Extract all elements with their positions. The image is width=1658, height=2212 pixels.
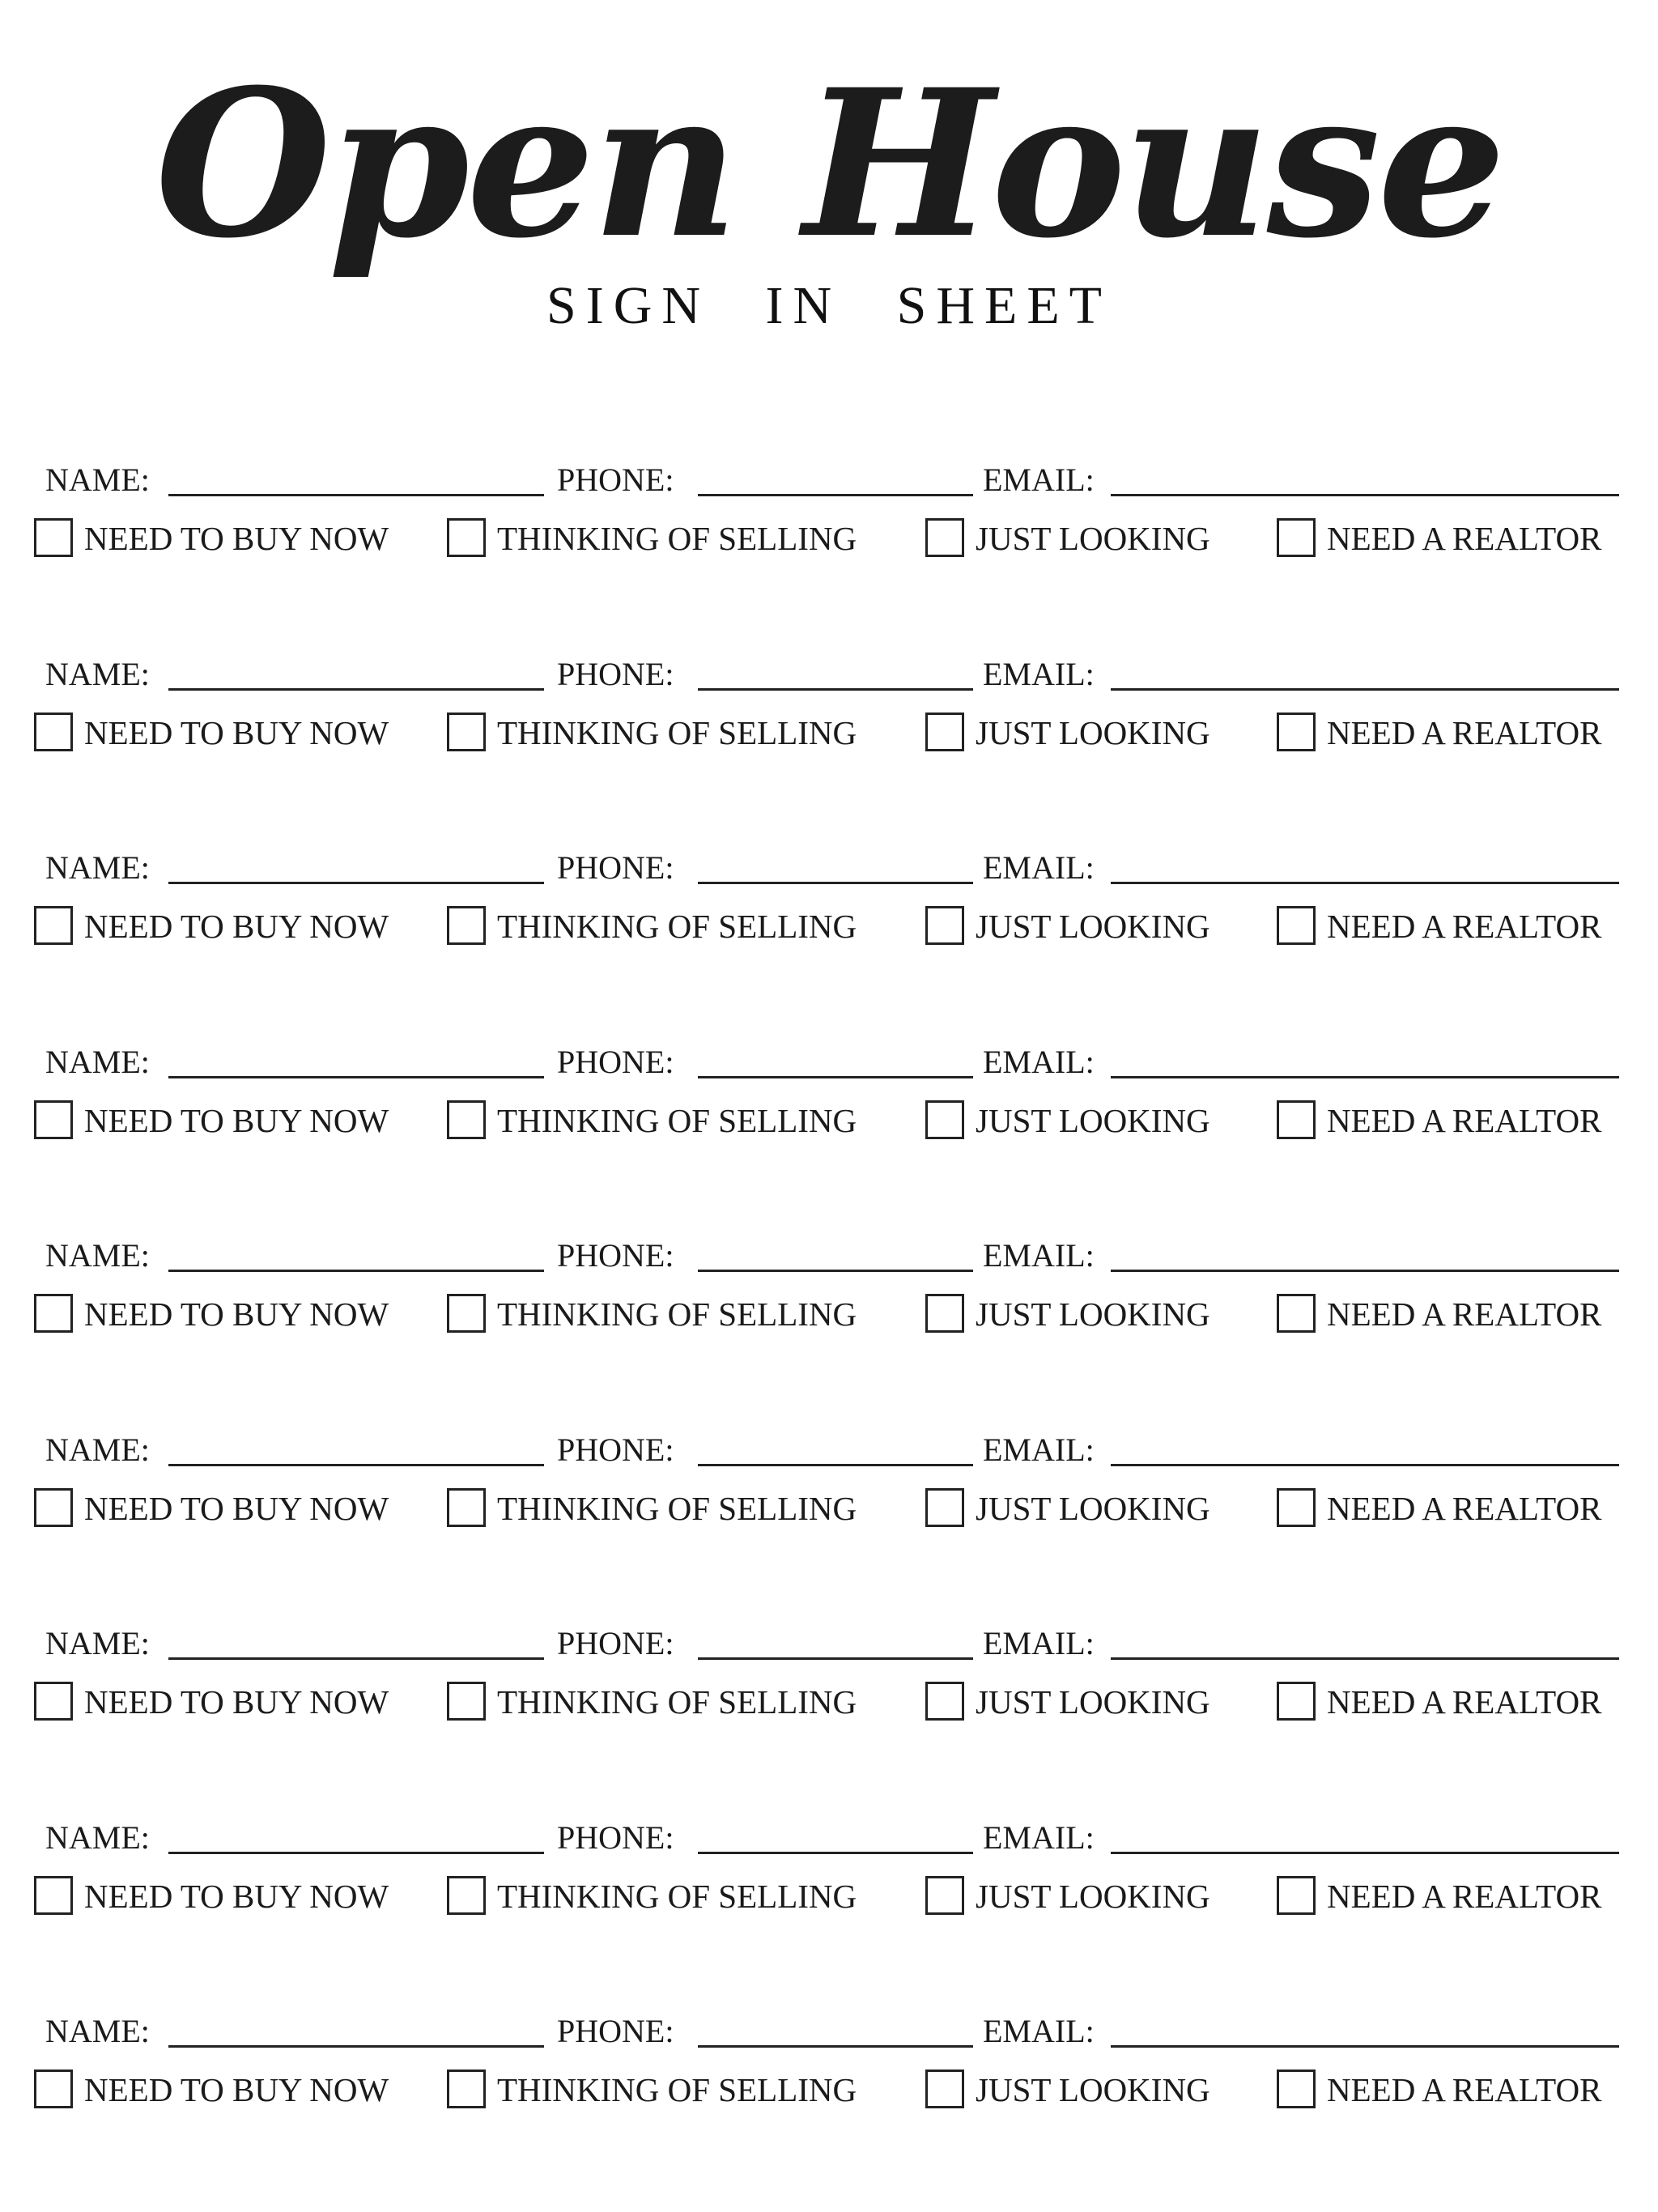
checkbox-thinking-of-selling[interactable] <box>447 1294 486 1333</box>
email-label: EMAIL: <box>983 1625 1095 1661</box>
contact-fields-row <box>0 2011 1658 2060</box>
email-write-line[interactable] <box>1111 1657 1619 1660</box>
email-label: EMAIL: <box>983 1819 1095 1856</box>
option-label: JUST LOOKING <box>976 908 1210 945</box>
name-write-line[interactable] <box>168 1657 544 1660</box>
contact-fields-row <box>0 460 1658 508</box>
checkbox-just-looking[interactable] <box>925 2069 964 2108</box>
email-label: EMAIL: <box>983 1043 1095 1080</box>
checkbox-need-a-realtor[interactable] <box>1277 1100 1316 1139</box>
sign-in-sheet-subtitle: SIGN IN SHEET <box>546 276 1112 335</box>
email-write-line[interactable] <box>1111 1852 1619 1854</box>
option-label: NEED TO BUY NOW <box>84 1683 389 1721</box>
sign-in-entry <box>0 1042 1658 1172</box>
name-write-line[interactable] <box>168 1852 544 1854</box>
option-label: JUST LOOKING <box>976 713 1210 751</box>
sign-in-entry <box>0 1430 1658 1559</box>
phone-label: PHONE: <box>557 849 674 886</box>
email-write-line[interactable] <box>1111 1464 1619 1466</box>
checkbox-need-a-realtor[interactable] <box>1277 2069 1316 2108</box>
name-write-line[interactable] <box>168 494 544 496</box>
checkbox-need-to-buy-now[interactable] <box>34 1876 73 1915</box>
name-write-line[interactable] <box>168 1076 544 1078</box>
name-label: NAME: <box>45 1043 150 1080</box>
email-label: EMAIL: <box>983 1237 1095 1274</box>
phone-write-line[interactable] <box>698 688 973 691</box>
option-label: NEED TO BUY NOW <box>84 520 389 557</box>
option-label: NEED A REALTOR <box>1327 1489 1602 1527</box>
checkbox-just-looking[interactable] <box>925 906 964 945</box>
checkbox-just-looking[interactable] <box>925 1488 964 1527</box>
name-label: NAME: <box>45 1431 150 1468</box>
checkbox-just-looking[interactable] <box>925 1294 964 1333</box>
name-label: NAME: <box>45 462 150 498</box>
option-label: NEED A REALTOR <box>1327 713 1602 751</box>
option-label: NEED A REALTOR <box>1327 2071 1602 2108</box>
interest-options-row <box>0 515 1658 564</box>
email-write-line[interactable] <box>1111 688 1619 691</box>
interest-options-row <box>0 2066 1658 2115</box>
interest-options-row <box>0 1291 1658 1339</box>
option-label: NEED TO BUY NOW <box>84 1101 389 1139</box>
checkbox-thinking-of-selling[interactable] <box>447 1100 486 1139</box>
phone-label: PHONE: <box>557 1819 674 1856</box>
script-title-text: Open House <box>155 45 1503 283</box>
option-label: NEED A REALTOR <box>1327 1683 1602 1721</box>
email-write-line[interactable] <box>1111 1270 1619 1272</box>
option-label: THINKING OF SELLING <box>497 520 857 557</box>
checkbox-thinking-of-selling[interactable] <box>447 906 486 945</box>
contact-fields-row <box>0 848 1658 896</box>
name-write-line[interactable] <box>168 1270 544 1272</box>
interest-options-row <box>0 1873 1658 1921</box>
interest-options-row <box>0 709 1658 758</box>
phone-write-line[interactable] <box>698 1852 973 1854</box>
sign-in-entry <box>0 848 1658 977</box>
option-label: NEED A REALTOR <box>1327 1877 1602 1915</box>
option-label: THINKING OF SELLING <box>497 1877 857 1915</box>
contact-fields-row <box>0 1236 1658 1284</box>
email-label: EMAIL: <box>983 849 1095 886</box>
phone-label: PHONE: <box>557 462 674 498</box>
sign-in-entry <box>0 1236 1658 1365</box>
option-label: JUST LOOKING <box>976 2071 1210 2108</box>
phone-label: PHONE: <box>557 1043 674 1080</box>
option-label: NEED A REALTOR <box>1327 520 1602 557</box>
checkbox-need-to-buy-now[interactable] <box>34 1100 73 1139</box>
option-label: THINKING OF SELLING <box>497 908 857 945</box>
checkbox-need-to-buy-now[interactable] <box>34 1488 73 1527</box>
name-write-line[interactable] <box>168 1464 544 1466</box>
interest-options-row <box>0 1097 1658 1146</box>
sign-in-entry <box>0 460 1658 589</box>
checkbox-need-to-buy-now[interactable] <box>34 1294 73 1333</box>
phone-label: PHONE: <box>557 2013 674 2049</box>
phone-label: PHONE: <box>557 1625 674 1661</box>
phone-label: PHONE: <box>557 655 674 692</box>
option-label: NEED TO BUY NOW <box>84 908 389 945</box>
checkbox-need-a-realtor[interactable] <box>1277 518 1316 557</box>
phone-label: PHONE: <box>557 1237 674 1274</box>
contact-fields-row <box>0 1430 1658 1478</box>
checkbox-thinking-of-selling[interactable] <box>447 518 486 557</box>
option-label: JUST LOOKING <box>976 1489 1210 1527</box>
option-label: THINKING OF SELLING <box>497 1489 857 1527</box>
email-write-line[interactable] <box>1111 2045 1619 2048</box>
checkbox-need-a-realtor[interactable] <box>1277 713 1316 751</box>
checkbox-need-a-realtor[interactable] <box>1277 1488 1316 1527</box>
name-label: NAME: <box>45 2013 150 2049</box>
option-label: NEED TO BUY NOW <box>84 1877 389 1915</box>
interest-options-row <box>0 1678 1658 1727</box>
phone-label: PHONE: <box>557 1431 674 1468</box>
email-write-line[interactable] <box>1111 882 1619 884</box>
checkbox-just-looking[interactable] <box>925 1876 964 1915</box>
checkbox-just-looking[interactable] <box>925 713 964 751</box>
checkbox-need-a-realtor[interactable] <box>1277 906 1316 945</box>
name-label: NAME: <box>45 1819 150 1856</box>
phone-write-line[interactable] <box>698 2045 973 2048</box>
name-label: NAME: <box>45 655 150 692</box>
option-label: NEED A REALTOR <box>1327 908 1602 945</box>
checkbox-need-to-buy-now[interactable] <box>34 2069 73 2108</box>
option-label: JUST LOOKING <box>976 520 1210 557</box>
email-write-line[interactable] <box>1111 1076 1619 1078</box>
email-write-line[interactable] <box>1111 494 1619 496</box>
checkbox-just-looking[interactable] <box>925 1100 964 1139</box>
name-label: NAME: <box>45 1237 150 1274</box>
option-label: THINKING OF SELLING <box>497 2071 857 2108</box>
checkbox-need-to-buy-now[interactable] <box>34 906 73 945</box>
email-label: EMAIL: <box>983 462 1095 498</box>
checkbox-thinking-of-selling[interactable] <box>447 1682 486 1721</box>
sign-in-entry <box>0 1623 1658 1753</box>
name-label: NAME: <box>45 849 150 886</box>
checkbox-need-a-realtor[interactable] <box>1277 1294 1316 1333</box>
option-label: JUST LOOKING <box>976 1101 1210 1139</box>
email-label: EMAIL: <box>983 655 1095 692</box>
checkbox-thinking-of-selling[interactable] <box>447 1488 486 1527</box>
name-write-line[interactable] <box>168 688 544 691</box>
name-write-line[interactable] <box>168 882 544 884</box>
checkbox-thinking-of-selling[interactable] <box>447 713 486 751</box>
phone-write-line[interactable] <box>698 1076 973 1078</box>
option-label: THINKING OF SELLING <box>497 1295 857 1333</box>
contact-fields-row <box>0 1042 1658 1091</box>
option-label: JUST LOOKING <box>976 1295 1210 1333</box>
option-label: JUST LOOKING <box>976 1683 1210 1721</box>
option-label: NEED TO BUY NOW <box>84 2071 389 2108</box>
checkbox-just-looking[interactable] <box>925 1682 964 1721</box>
checkbox-thinking-of-selling[interactable] <box>447 1876 486 1915</box>
phone-write-line[interactable] <box>698 1657 973 1660</box>
email-label: EMAIL: <box>983 1431 1095 1468</box>
option-label: THINKING OF SELLING <box>497 713 857 751</box>
checkbox-just-looking[interactable] <box>925 518 964 557</box>
contact-fields-row <box>0 1818 1658 1866</box>
phone-write-line[interactable] <box>698 1464 973 1466</box>
phone-write-line[interactable] <box>698 882 973 884</box>
option-label: NEED A REALTOR <box>1327 1295 1602 1333</box>
checkbox-thinking-of-selling[interactable] <box>447 2069 486 2108</box>
option-label: NEED TO BUY NOW <box>84 1295 389 1333</box>
name-write-line[interactable] <box>168 2045 544 2048</box>
option-label: JUST LOOKING <box>976 1877 1210 1915</box>
sign-in-entry <box>0 2011 1658 2141</box>
checkbox-need-a-realtor[interactable] <box>1277 1876 1316 1915</box>
option-label: THINKING OF SELLING <box>497 1683 857 1721</box>
phone-write-line[interactable] <box>698 494 973 496</box>
sign-in-entry <box>0 1818 1658 1947</box>
sign-in-entry <box>0 654 1658 784</box>
contact-fields-row <box>0 1623 1658 1672</box>
interest-options-row <box>0 903 1658 951</box>
option-label: NEED TO BUY NOW <box>84 1489 389 1527</box>
email-label: EMAIL: <box>983 2013 1095 2049</box>
checkbox-need-to-buy-now[interactable] <box>34 518 73 557</box>
checkbox-need-to-buy-now[interactable] <box>34 713 73 751</box>
contact-fields-row <box>0 654 1658 703</box>
name-label: NAME: <box>45 1625 150 1661</box>
checkbox-need-a-realtor[interactable] <box>1277 1682 1316 1721</box>
checkbox-need-to-buy-now[interactable] <box>34 1682 73 1721</box>
interest-options-row <box>0 1485 1658 1534</box>
phone-write-line[interactable] <box>698 1270 973 1272</box>
option-label: NEED A REALTOR <box>1327 1101 1602 1139</box>
option-label: NEED TO BUY NOW <box>84 713 389 751</box>
option-label: THINKING OF SELLING <box>497 1101 857 1139</box>
